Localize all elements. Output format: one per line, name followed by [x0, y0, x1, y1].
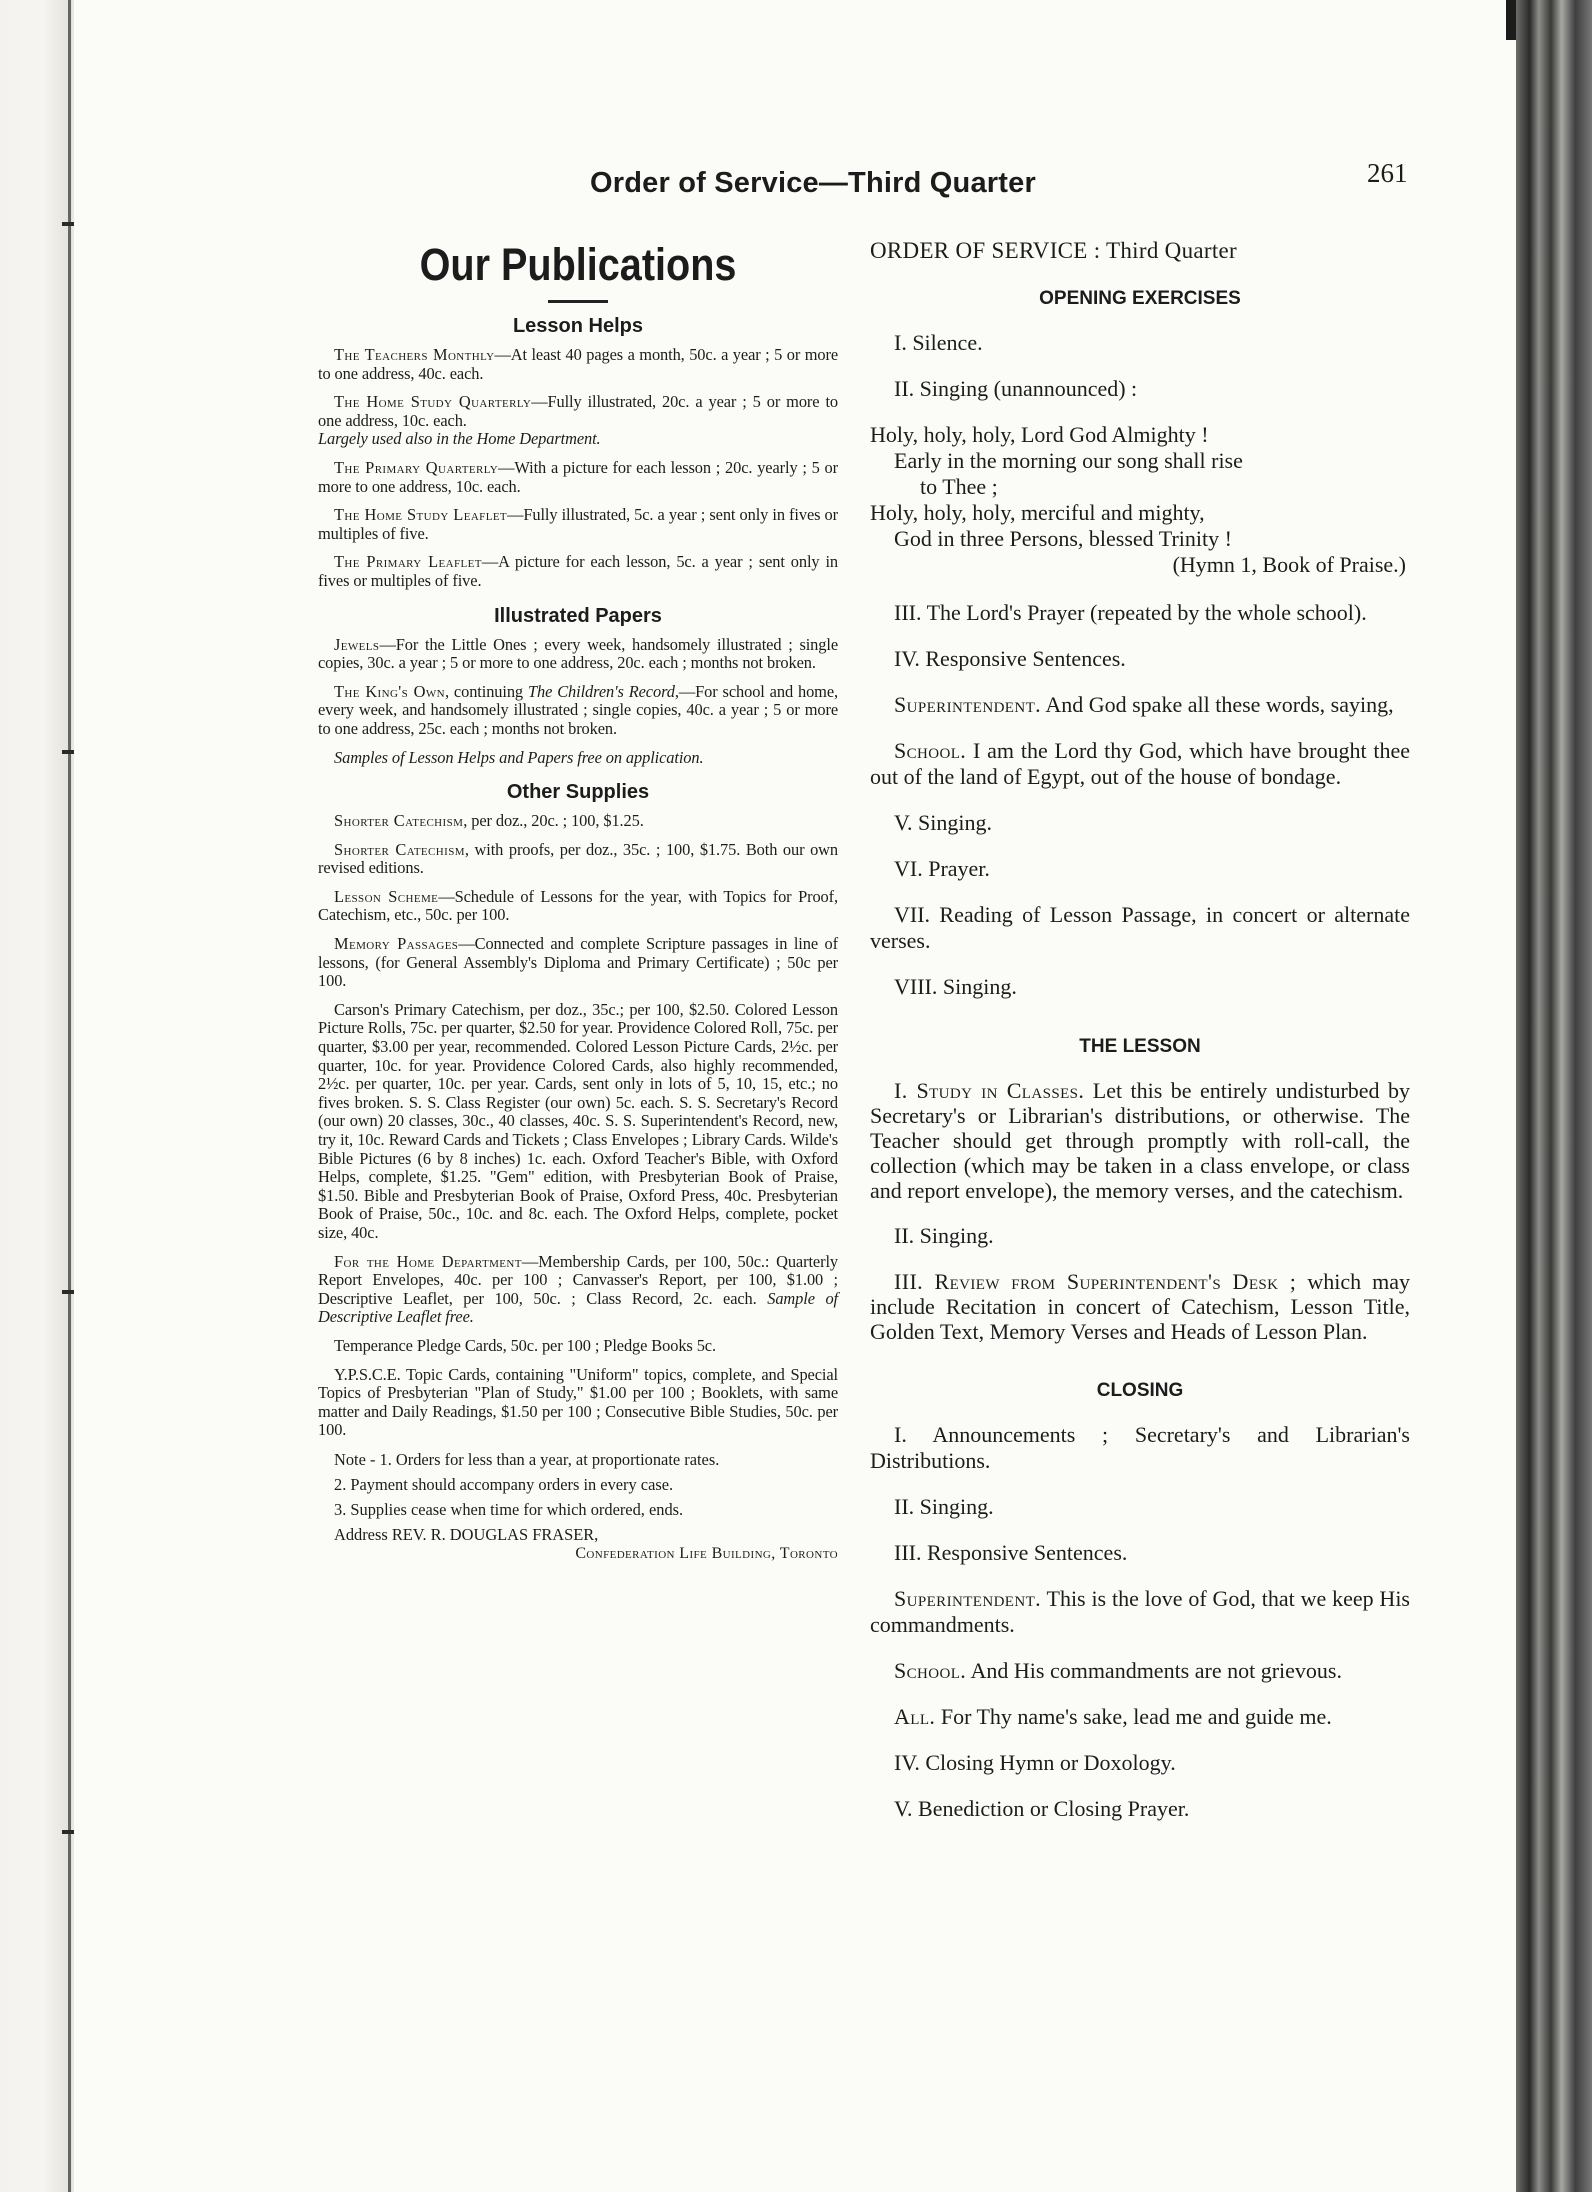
home-study-quarterly-entry: The Home Study Quarterly—Fully illustrated, 20c. a year ; 5 or more to one address, 10c. each. Largely used also in the Home Department. [318, 392, 838, 449]
opening-exercises-heading: OPENING EXERCISES [1039, 288, 1241, 309]
opening-item-lords-prayer: III. The Lord's Prayer (repeated by the whole school). [894, 600, 1367, 625]
jewels-entry: Jewels—For the Little Ones ; every week, handsomely illustrated ; single copies, 30c. a year ; 5 or more to one address, 20c. each ; months not broken. [318, 634, 838, 673]
primary-leaflet-entry: The Primary Leaflet—A picture for each lesson, 5c. a year ; sent only in fives or multiples of five. [318, 552, 839, 590]
page-number: 261 [1367, 158, 1408, 188]
home-study-leaflet-entry: The Home Study Leaflet—Fully illustrated, 5c. a year ; sent only in fives or multiples of five. [318, 505, 838, 543]
memory-passages-entry: Memory Passages—Connected and complete Scripture passages in line of lessons, (for General Assembly's Diploma and Primary Certificate) ; 50c per 100. [318, 934, 838, 991]
note-1: Note - 1. Orders for less than a year, at proportionate rates. [334, 1449, 720, 1469]
samples-note: Samples of Lesson Helps and Papers free on application. [334, 747, 704, 767]
supplies-list-entry: Carson's Primary Catechism, per doz., 35c.; per 100, $2.50. Colored Lesson Picture Rolls, 75c. per quarter, $2.50 for year. Providence Colored Roll, 75c. per quarter, $3.00 per year, recommended. Colored Lesson Picture Cards, 2½c. per quarter, 10c. for year. Providence Colored Cards, also highly recommended, 2½c. per quarter, 10c. per year. Cards, sent only in lots of 5, 10, 15, etc.; no fives broken. S. S. Class Register (our own) 5c. each. S. S. Secretary's Record (our own) 20 classes, 30c., 40 classes, 40c. S. S. Superintendent's Record, new, try it, 10c. Reward Cards and Tickets ; Class Envelopes ; Library Cards. Wilde's Bible Pictures (6 by 8 inches) 1c. each. Oxford Teacher's Bible, with Oxford Helps, complete, $1.25. "Gem" edition, with Presbyterian Book of Praise, $1.50. Bible and Presbyterian Book of Praise, Oxford Press, 40c. Presbyterian Book of Praise, 50c., 10c. and 8c. each. The Oxford Helps, complete, pocket size, 40c. [318, 999, 838, 1242]
note-3: 3. Supplies cease when time for which ordered, ends. [334, 1499, 684, 1519]
binding-line [68, 0, 71, 2192]
teachers-monthly-entry: The Teachers Monthly—At least 40 pages a month, 50c. a year ; 5 or more to one address, 40c. each. [318, 345, 838, 383]
hymn-citation: (Hymn 1, Book of Praise.) [1172, 552, 1406, 577]
illustrated-papers-heading: Illustrated Papers [494, 604, 662, 627]
lesson-scheme-entry: Lesson Scheme—Schedule of Lessons for the year, with Topics for Proof, Catechism, etc., 50c. per 100. [318, 886, 838, 925]
left-page-edge [0, 0, 72, 2192]
kings-own-entry: The King's Own, continuing The Children's Record,—For school and home, every week, and handsomely illustrated ; single copies, 40c. a year ; 5 or more to one address, 25c. each ; months not broken. [318, 681, 838, 738]
hymn-line: Early in the morning our song shall rise [894, 448, 1243, 473]
school-sentence: School. I am the Lord thy God, which have brought thee out of the land of Egypt, out of the house of bondage. [870, 738, 1410, 789]
closing-item-hymn: IV. Closing Hymn or Doxology. [894, 1750, 1176, 1775]
hymn-verse [870, 422, 1410, 578]
book-spine [1516, 0, 1592, 2192]
closing-item-benediction: V. Benediction or Closing Prayer. [894, 1796, 1190, 1821]
order-of-service-column [870, 238, 1410, 1842]
closing-item-announcements: I. Announcements ; Secretary's and Librarian's Distributions. [870, 1422, 1410, 1473]
superintendent-sentence: Superintendent. And God spake all these words, saying, [894, 692, 1394, 717]
hymn-line: Holy, holy, holy, merciful and mighty, [870, 500, 1205, 525]
lesson-helps-heading: Lesson Helps [512, 315, 644, 337]
hymn-line: to Thee ; [920, 474, 998, 499]
opening-item-prayer: VI. Prayer. [894, 856, 990, 881]
lesson-item-review: III. Review from Superintendent's Desk ; which may include Recitation in concert of Catechism, Lesson Title, Golden Text, Memory Verses and Heads of Lesson Plan. [870, 1269, 1410, 1344]
hymn-line: God in three Persons, blessed Trinity ! [894, 526, 1232, 551]
lesson-heading: THE LESSON [1079, 1036, 1201, 1057]
primary-quarterly-entry: The Primary Quarterly—With a picture for each lesson ; 20c. yearly ; 5 or more to one address, 10c. each. [318, 457, 838, 496]
shorter-catechism-entry: Shorter Catechism, per doz., 20c. ; 100, $1.25. [334, 811, 644, 831]
title-rule [548, 300, 608, 303]
opening-item-reading: VII. Reading of Lesson Passage, in concert or alternate verses. [870, 902, 1410, 953]
home-department-entry: For the Home Department—Membership Cards, per 100, 50c.: Quarterly Report Envelopes, 40c. per 100 ; Canvasser's Report, per 100, $1.00 ; Descriptive Leaflet, per 100, 50c. ; Class Record, 2c. each. Sample of Descriptive Leaflet free. [318, 1251, 839, 1327]
closing-item-responsive: III. Responsive Sentences. [894, 1540, 1128, 1565]
hymn-line: Holy, holy, holy, Lord God Almighty ! [870, 422, 1209, 447]
closing-school: School. And His commandments are not grievous. [894, 1658, 1342, 1683]
closing-all: All. For Thy name's sake, lead me and guide me. [894, 1704, 1332, 1729]
closing-superintendent: Superintendent. This is the love of God, that we keep His commandments. [870, 1586, 1410, 1637]
opening-item-singing-3: VIII. Singing. [894, 974, 1017, 999]
address-building: Confederation Life Building, Toronto [575, 1544, 838, 1562]
closing-item-singing: II. Singing. [894, 1494, 994, 1519]
opening-item-singing-2: V. Singing. [894, 810, 993, 835]
publications-column [318, 238, 838, 1563]
closing-heading: CLOSING [1096, 1380, 1184, 1401]
ypsce-entry: Y.P.S.C.E. Topic Cards, containing "Uniform" topics, complete, and Special Topics of Presbyterian "Plan of Study," $1.00 per 100 ; Booklets, with same matter and Daily Readings, $1.50 per 100 ; Consecutive Bible Studies, 50c. per 100. [318, 1364, 838, 1440]
opening-item-responsive: IV. Responsive Sentences. [894, 646, 1126, 671]
lesson-item-study: I. Study in Classes. Let this be entirely undisturbed by Secretary's or Librarian's distributions, or otherwise. The Teacher should get through promptly with roll-call, the collection (which may be taken in a class envelope, or class and report envelope), the memory verses, and the catechism. [870, 1078, 1410, 1203]
publications-title: Our Publications [419, 239, 737, 290]
order-title: ORDER OF SERVICE : Third Quarter [870, 238, 1238, 263]
lesson-item-singing: II. Singing. [894, 1223, 994, 1248]
temperance-entry: Temperance Pledge Cards, 50c. per 100 ; Pledge Books 5c. [334, 1335, 716, 1355]
opening-item-silence: I. Silence. [894, 330, 983, 355]
note-2: 2. Payment should accompany orders in every case. [334, 1474, 674, 1494]
address-line: Address REV. R. DOUGLAS FRASER, [334, 1524, 599, 1544]
shorter-catechism-proofs-entry: Shorter Catechism, with proofs, per doz., 35c. ; 100, $1.75. Both our own revised editions. [318, 839, 838, 878]
running-head: Order of Service—Third Quarter [590, 167, 1036, 199]
opening-item-singing: II. Singing (unannounced) : [894, 376, 1138, 401]
other-supplies-heading: Other Supplies [506, 781, 650, 804]
